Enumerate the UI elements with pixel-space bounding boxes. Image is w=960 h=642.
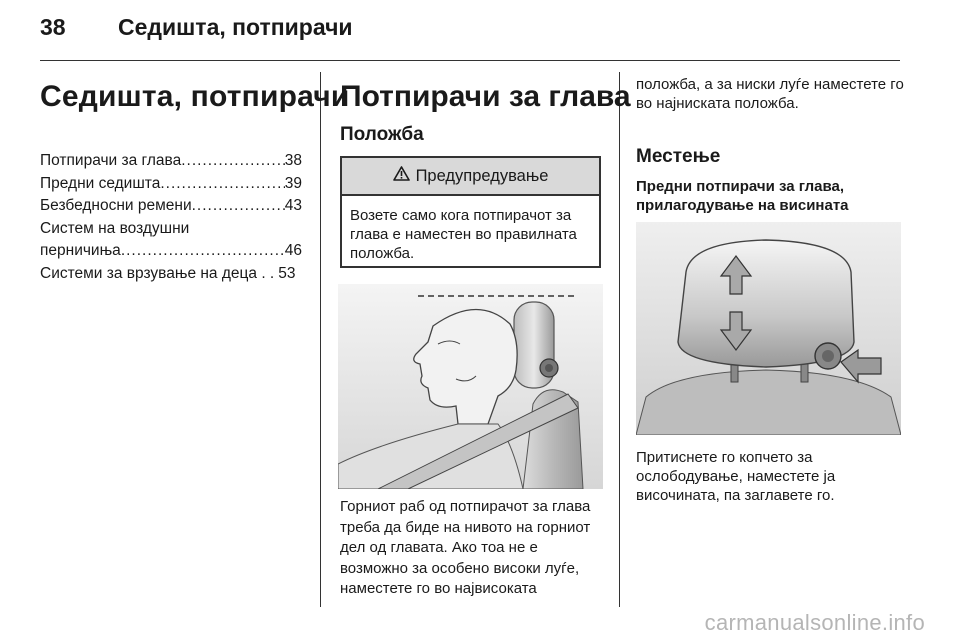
toc-leader-dots: [181, 150, 285, 173]
subsection-title-adjustment: Местење: [636, 146, 721, 167]
warning-heading: Предупредување: [415, 166, 549, 185]
warning-header: [342, 158, 599, 196]
head-restraint-adjustment-illustration: [636, 222, 901, 435]
toc-entry[interactable]: [40, 263, 302, 286]
position-instructions: Горниот раб од потпирачот за глава треба да биде на нивото на горниот дел од главата. Ако тоа не е возможно за особено високи луѓе, наместете го во највисоката: [340, 498, 591, 597]
toc-leader-dots: [121, 240, 285, 263]
page-number: 38: [40, 14, 66, 40]
toc-entry[interactable]: [40, 195, 302, 218]
warning-triangle-icon: [393, 166, 410, 186]
head-restraint-position-illustration: [338, 284, 603, 489]
toc-entry-page: 39: [284, 174, 302, 192]
toc-entry-label: Безбедносни ремени: [40, 197, 192, 214]
table-of-contents: [40, 150, 302, 285]
toc-entry-page: 53: [278, 264, 296, 282]
toc-leader-dots: [160, 173, 284, 196]
subsection-title: Положба: [340, 124, 424, 145]
position-instructions-continued: положба, а за ниски луѓе наместете го во најниската положба.: [636, 76, 904, 112]
column-divider-1: [320, 72, 321, 607]
toc-entry-label: Потпирачи за глава: [40, 152, 182, 169]
toc-entry-label: Системи за врзување на деца . .: [40, 264, 275, 282]
toc-entry-label-line1: Систем на воздушни: [40, 219, 190, 237]
toc-entry[interactable]: [40, 218, 302, 263]
toc-entry-label-line2: перничиња: [40, 242, 121, 259]
toc-entry[interactable]: [40, 173, 302, 196]
adjustment-heading: Предни потпирачи за глава, прилагодување на висината: [636, 178, 849, 214]
chapter-title: Седишта, потпирачи: [40, 80, 350, 113]
warning-box: [340, 156, 601, 268]
warning-text: Возете само кога потпирачот за глава е наместен во правилната положба.: [350, 207, 577, 262]
toc-entry-page: 46: [284, 242, 302, 259]
toc-entry-label: Предни седишта: [40, 174, 161, 192]
adjustment-instructions: Притиснете го копчето за ослободување, наместете ја височината, па заглавете го.: [636, 449, 836, 504]
toc-entry-page: 43: [284, 197, 302, 214]
section-title: Потпирачи за глава: [340, 80, 631, 113]
toc-entry-page: 38: [284, 152, 302, 169]
toc-leader-dots: [192, 195, 285, 218]
toc-entry[interactable]: [40, 150, 302, 173]
column-divider-2: [619, 72, 620, 607]
watermark: carmanualsonline.info: [704, 610, 925, 635]
header-divider: [40, 60, 900, 61]
running-header-title: Седишта, потпирачи: [118, 14, 353, 40]
